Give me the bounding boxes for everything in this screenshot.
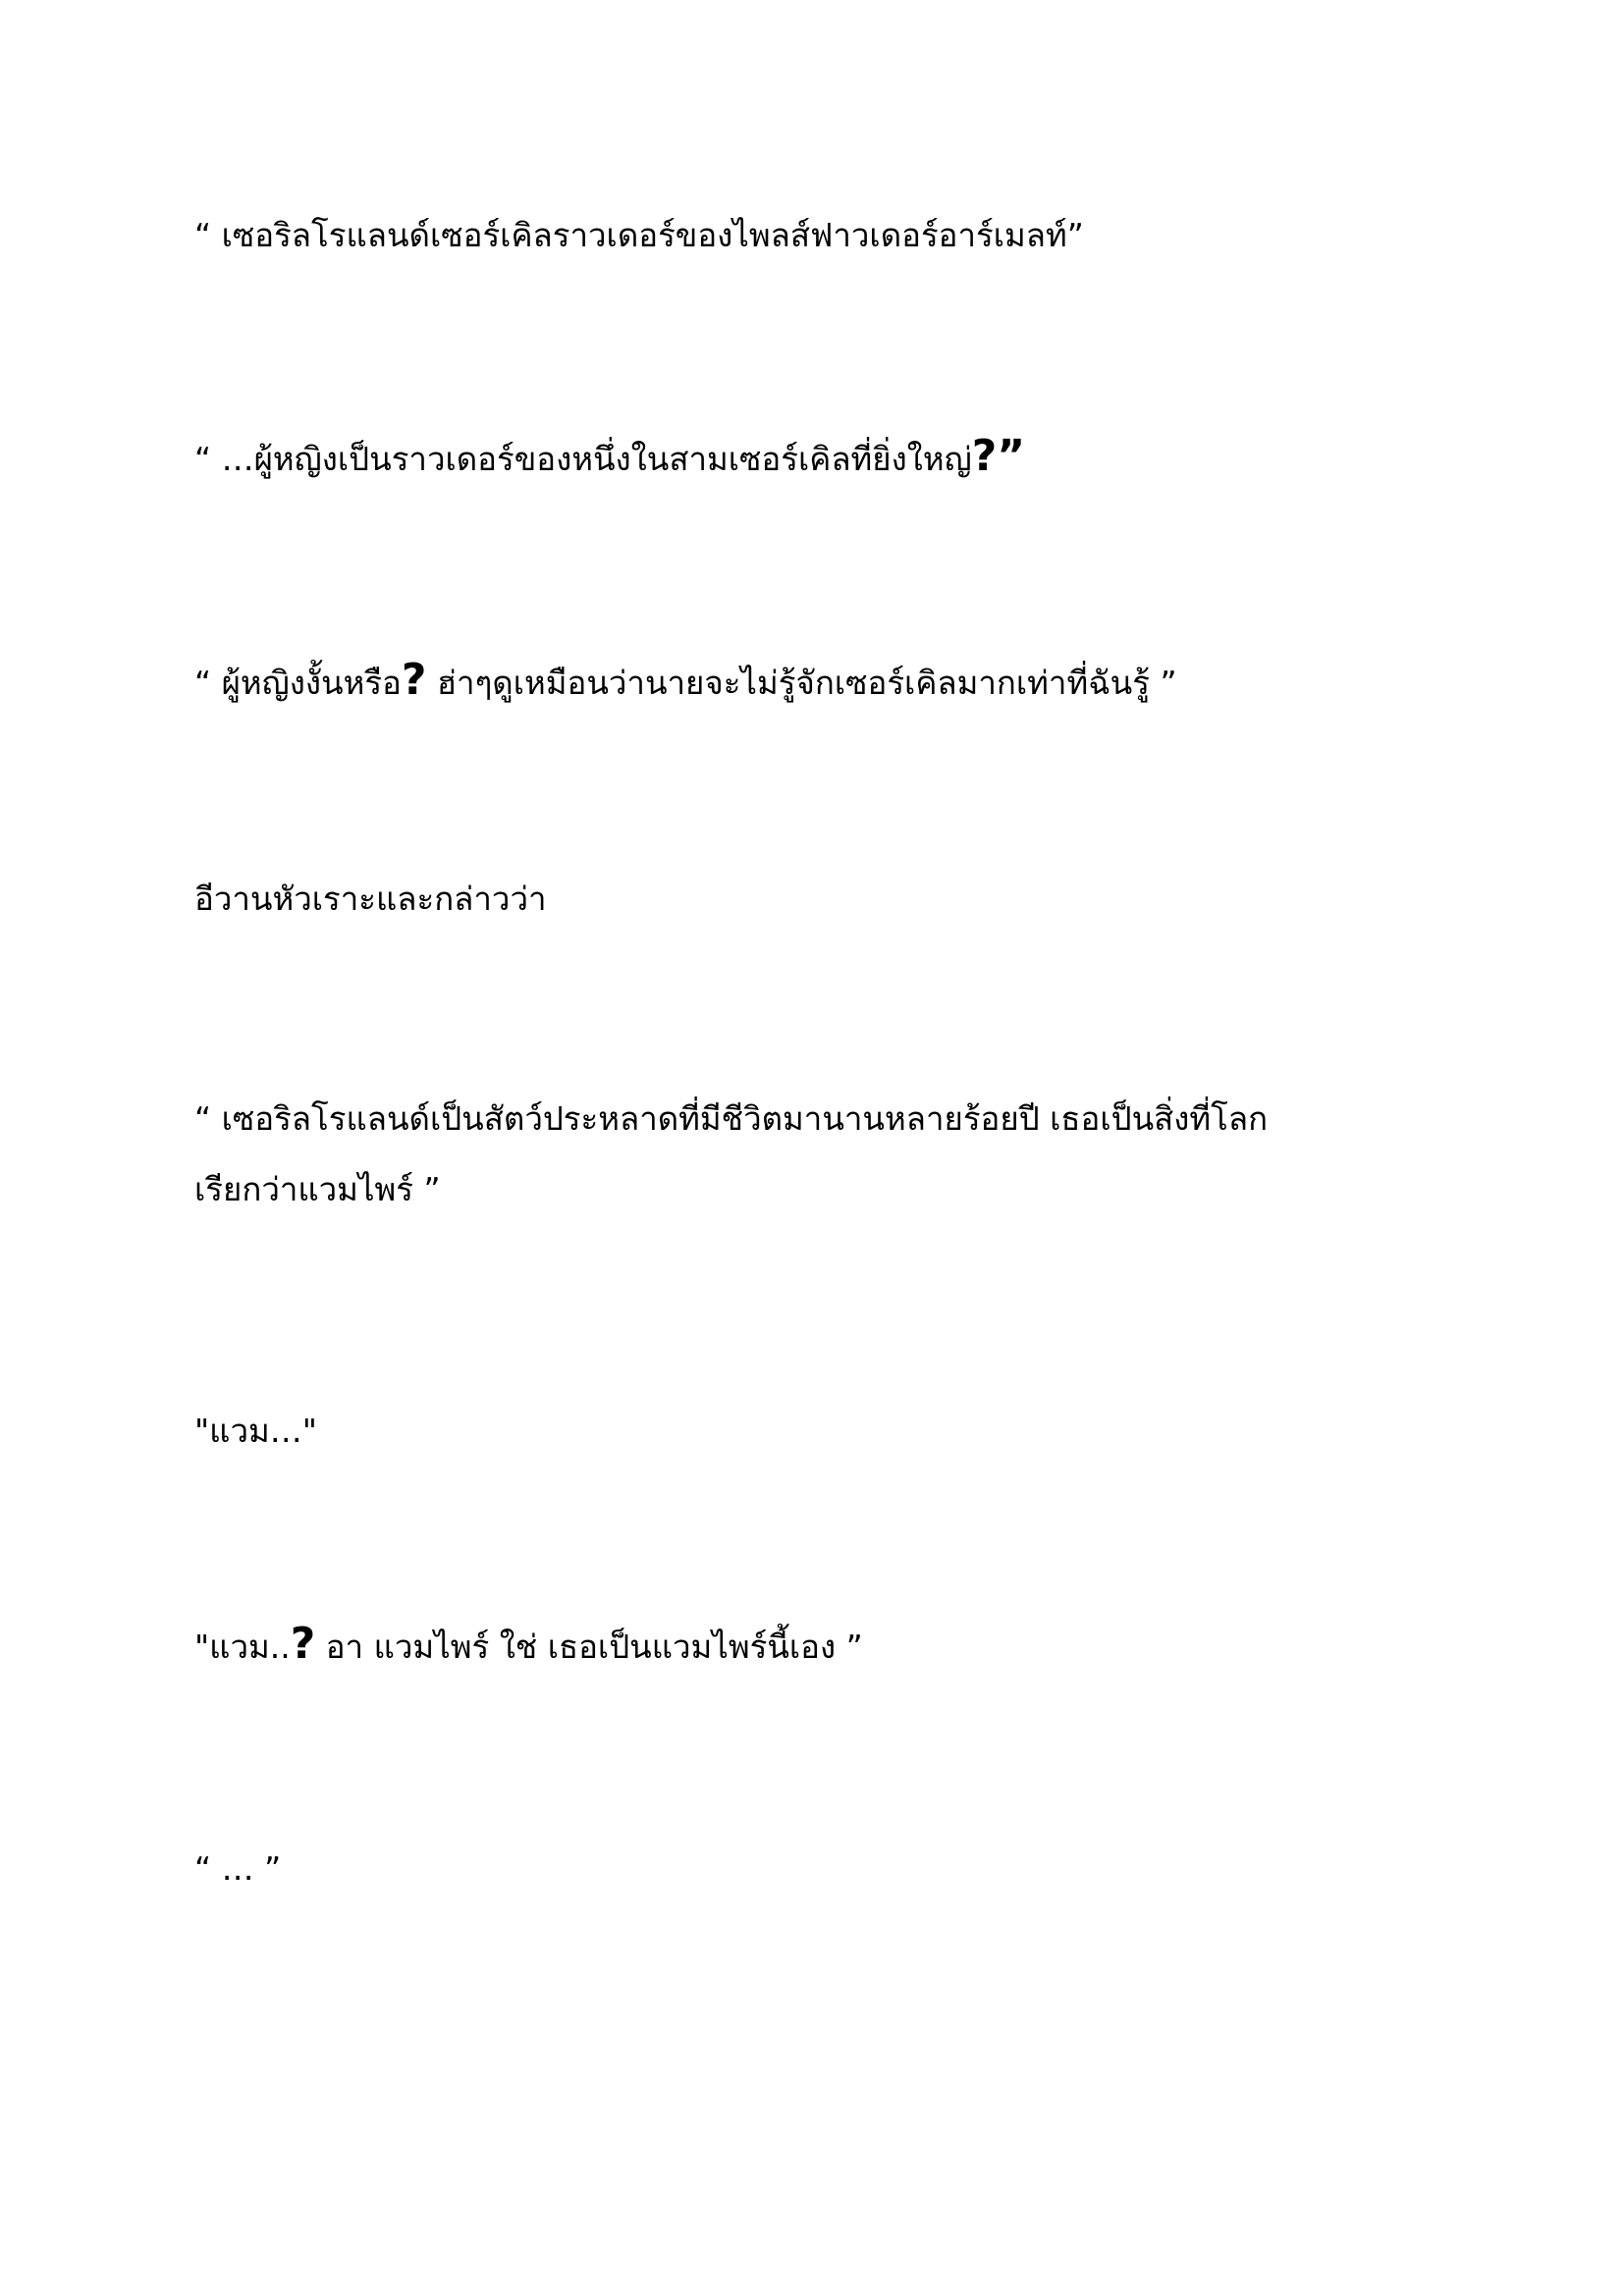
- paragraph-6: "แวม…": [194, 1412, 317, 1450]
- paragraph-8: “ … ”: [194, 1849, 282, 1888]
- paragraph-3: [194, 648, 1432, 719]
- question-mark: ?: [401, 655, 427, 705]
- paragraph-4: อีวานหัวเราะและกล่าวว่า: [194, 880, 547, 918]
- paragraph-7-tail: อา แวมไพร์ ใช่ เธอเป็นแวมไพร์นี้เอง ”: [315, 1628, 863, 1666]
- question-mark: ?: [290, 1619, 316, 1669]
- paragraph-1: “ เซอริลโรแลนด์เซอร์เคิลราวเดอร์ของไพลส์ฟาวเดอร์อาร์เมลท์”: [194, 216, 1084, 254]
- paragraph-7: [194, 1612, 1432, 1682]
- paragraph-2: [194, 424, 1432, 495]
- paragraph-3-text: “ ผู้หญิงงั้นหรือ: [194, 664, 402, 702]
- paragraph-7-text: "แวม..: [194, 1628, 291, 1666]
- paragraph-3-tail: ฮ่าๆดูเหมือนว่านายจะไม่รู้จักเซอร์เคิลมากเท่าที่ฉันรู้ ”: [426, 664, 1177, 702]
- question-mark: ?”: [971, 431, 1026, 481]
- paragraph-2-text: “ …ผู้หญิงเป็นราวเดอร์ของหนึ่งในสามเซอร์เคิลที่ยิ่งใหญ่: [194, 440, 972, 478]
- paragraph-5: “ เซอริลโรแลนด์เป็นสัตว์ประหลาดที่มีชีวิตมานานหลายร้อยปี เธอเป็นสิ่งที่โลก เรียกว่าแวมไพร์ ”: [194, 1099, 1269, 1208]
